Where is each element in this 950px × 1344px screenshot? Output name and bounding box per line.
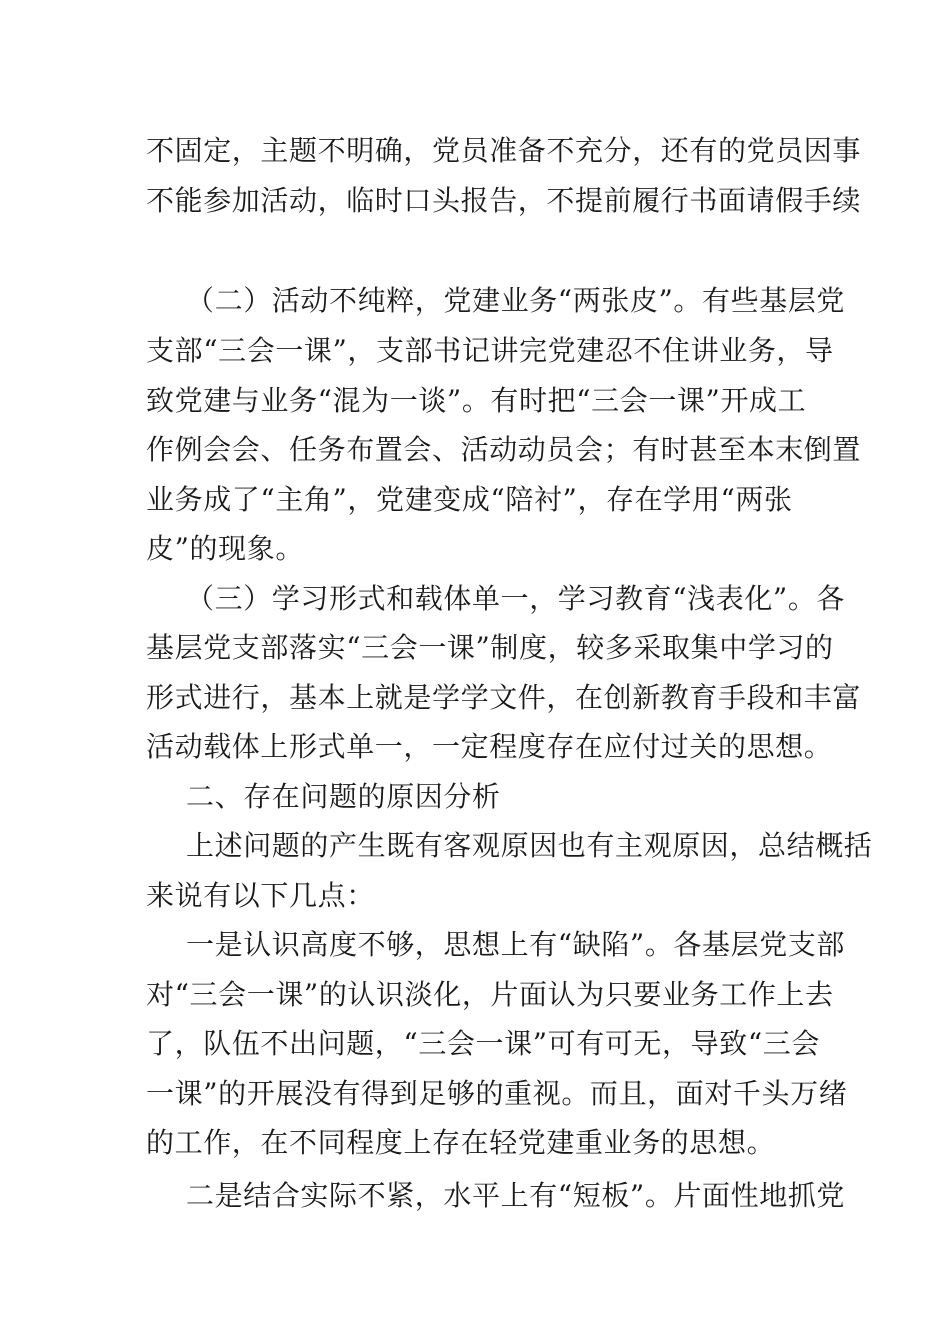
text-line: 皮”的现象。	[146, 532, 304, 565]
text-line: 基层党支部落实“三会一课”制度，较多采取集中学习的	[146, 631, 834, 664]
text-line: 致党建与业务“混为一谈”。有时把“三会一课”开成工	[146, 384, 807, 417]
section-heading-two: （二）活动不纯粹，党建业务“两张皮”。有些基层党	[186, 284, 846, 317]
text-line: 来说有以下几点：	[146, 879, 375, 912]
text-line: 业务成了“主角”，党建变成“陪衬”，存在学用“两张	[146, 483, 793, 516]
chapter-heading: 二、存在问题的原因分析	[186, 780, 501, 813]
point-two-heading: 二是结合实际不紧，水平上有“短板”。片面性地抓党	[186, 1179, 846, 1212]
point-one-heading: 一是认识高度不够，思想上有“缺陷”。各基层党支部	[186, 928, 846, 961]
text-line: 的工作，在不同程度上存在轻党建重业务的思想。	[146, 1126, 776, 1159]
text-line: 作例会会、任务布置会、活动动员会；有时甚至本末倒置	[146, 433, 862, 466]
text-line: 形式进行，基本上就是学学文件，在创新教育手段和丰富	[146, 681, 862, 714]
text-line: 一课”的开展没有得到足够的重视。而且，面对千头万绪	[146, 1077, 848, 1110]
text-line: 不能参加活动，临时口头报告，不提前履行书面请假手续	[146, 184, 862, 217]
section-heading-three: （三）学习形式和载体单一，学习教育“浅表化”。各	[186, 582, 846, 615]
text-line: 了，队伍不出问题，“三会一课”可有可无，导致“三会	[146, 1027, 820, 1060]
text-line: 支部“三会一课”，支部书记讲完党建忍不住讲业务，导	[146, 334, 834, 367]
text-line: 不固定，主题不明确，党员准备不充分，还有的党员因事	[146, 134, 862, 167]
text-line: 对“三会一课”的认识淡化，片面认为只要业务工作上去	[146, 978, 834, 1011]
text-line: 上述问题的产生既有客观原因也有主观原因，总结概括	[186, 829, 873, 862]
text-line: 活动载体上形式单一，一定程度存在应付过关的思想。	[146, 730, 833, 763]
